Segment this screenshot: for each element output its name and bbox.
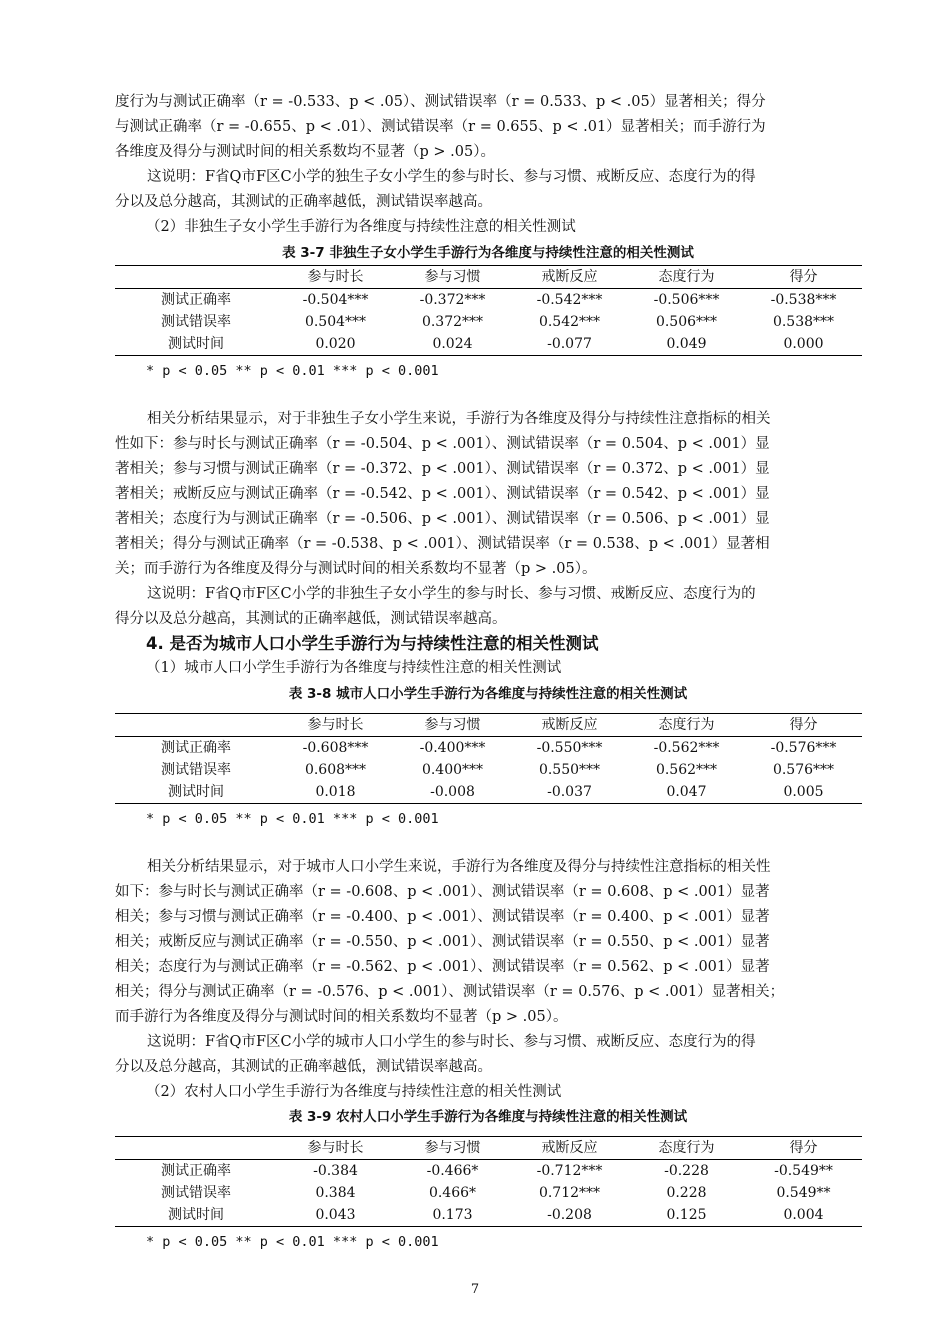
table-cell: -0.384 bbox=[313, 1163, 358, 1179]
text-line: 关；而手游行为各维度及得分与测试时间的相关系数均不显著（p > .05）。 bbox=[115, 561, 597, 577]
table-cell: 0.504*** bbox=[304, 314, 367, 330]
table-header-cell: 态度行为 bbox=[658, 717, 715, 733]
table-header-cell: 得分 bbox=[789, 1140, 818, 1156]
intro-paragraph bbox=[115, 90, 861, 165]
table-cell: 0.004 bbox=[783, 1207, 824, 1223]
table-note-3-7: * p < 0.05 ** p < 0.01 *** p < 0.001 bbox=[146, 363, 439, 379]
table-cell: -0.506*** bbox=[653, 292, 720, 308]
table-cell: 0.542*** bbox=[538, 314, 601, 330]
table-cell: 0.712*** bbox=[538, 1185, 601, 1201]
analysis-paragraph-3-8 bbox=[115, 855, 861, 1030]
table-cell: 0.049 bbox=[666, 336, 707, 352]
text-line: 性如下：参与时长与测试正确率（r = -0.504、p < .001）、测试错误率（r = 0.504、p < .001）显 bbox=[115, 436, 770, 452]
table-row bbox=[115, 737, 862, 760]
sub-heading-non-only-child: （2）非独生子女小学生手游行为各维度与持续性注意的相关性测试 bbox=[146, 219, 576, 235]
table-cell: 0.384 bbox=[315, 1185, 356, 1201]
sub-heading-rural: （2）农村人口小学生手游行为各维度与持续性注意的相关性测试 bbox=[146, 1084, 562, 1100]
table-cell: -0.208 bbox=[547, 1207, 592, 1223]
table-cell: 0.228 bbox=[666, 1185, 707, 1201]
table-cell: 0.562*** bbox=[655, 762, 718, 778]
text-line: 度行为与测试正确率（r = -0.533、p < .05）、测试错误率（r = 0.533、p < .05）显著相关；得分 bbox=[115, 94, 766, 110]
row-label: 测试时间 bbox=[168, 784, 224, 800]
conclusion-paragraph-1 bbox=[115, 165, 861, 215]
table-row bbox=[115, 1160, 862, 1183]
table-header-cell bbox=[115, 1137, 277, 1160]
table-header-cell: 得分 bbox=[789, 717, 818, 733]
table-cell: -0.550*** bbox=[536, 740, 603, 756]
table-cell: -0.608*** bbox=[302, 740, 369, 756]
text-line: 分以及总分越高，其测试的正确率越低，测试错误率越高。 bbox=[115, 1059, 492, 1075]
table-cell: 0.549** bbox=[776, 1185, 831, 1201]
text-line: 相关分析结果显示，对于城市人口小学生来说，手游行为各维度及得分与持续性注意指标的相关性 bbox=[147, 859, 771, 875]
table-header-row bbox=[115, 266, 862, 289]
table-header-cell: 参与习惯 bbox=[424, 269, 481, 285]
conclusion-paragraph-3 bbox=[115, 1030, 861, 1080]
table-cell: -0.576*** bbox=[770, 740, 837, 756]
table-cell: 0.400*** bbox=[421, 762, 484, 778]
analysis-paragraph-3-7 bbox=[115, 407, 861, 582]
table-header-cell: 参与习惯 bbox=[424, 717, 481, 733]
table-row bbox=[115, 759, 862, 781]
table-cell: 0.608*** bbox=[304, 762, 367, 778]
table-3-7 bbox=[115, 265, 862, 356]
row-label: 测试时间 bbox=[168, 336, 224, 352]
text-line: 相关分析结果显示，对于非独生子女小学生来说，手游行为各维度及得分与持续性注意指标的相关 bbox=[147, 411, 771, 427]
text-line: 这说明：F省Q市F区C小学的城市人口小学生的参与时长、参与习惯、戒断反应、态度行为的得 bbox=[147, 1034, 756, 1050]
table-cell: 0.000 bbox=[783, 336, 824, 352]
table-cell: 0.173 bbox=[432, 1207, 473, 1223]
text-line: 各维度及得分与测试时间的相关系数均不显著（p > .05）。 bbox=[115, 144, 495, 160]
table-caption-3-9: 表 3-9 农村人口小学生手游行为各维度与持续性注意的相关性测试 bbox=[288, 1109, 688, 1125]
text-line: 著相关；戒断反应与测试正确率（r = -0.542、p < .001）、测试错误率（r = 0.542、p < .001）显 bbox=[115, 486, 770, 502]
table-header-cell: 态度行为 bbox=[658, 269, 715, 285]
text-line: 如下：参与时长与测试正确率（r = -0.608、p < .001）、测试错误率（r = 0.608、p < .001）显著 bbox=[115, 884, 770, 900]
conclusion-paragraph-2 bbox=[115, 582, 861, 632]
row-label: 测试正确率 bbox=[161, 740, 231, 756]
table-row bbox=[115, 781, 862, 804]
table-header-cell: 参与习惯 bbox=[424, 1140, 481, 1156]
row-label: 测试时间 bbox=[168, 1207, 224, 1223]
table-cell: -0.228 bbox=[664, 1163, 709, 1179]
table-3-8 bbox=[115, 713, 862, 804]
table-cell: 0.550*** bbox=[538, 762, 601, 778]
table-cell: -0.542*** bbox=[536, 292, 603, 308]
table-3-9 bbox=[115, 1136, 862, 1227]
table-cell: 0.043 bbox=[315, 1207, 356, 1223]
table-cell: 0.024 bbox=[432, 336, 473, 352]
table-header-cell: 戒断反应 bbox=[541, 269, 598, 285]
table-cell: 0.506*** bbox=[655, 314, 718, 330]
table-header-cell: 参与时长 bbox=[307, 269, 364, 285]
table-cell: -0.400*** bbox=[419, 740, 486, 756]
text-line: 得分以及总分越高，其测试的正确率越低，测试错误率越高。 bbox=[115, 611, 507, 627]
text-line: 而手游行为各维度及得分与测试时间的相关系数均不显著（p > .05）。 bbox=[115, 1009, 568, 1025]
table-header-row bbox=[115, 1137, 862, 1160]
text-line: 相关；参与习惯与测试正确率（r = -0.400、p < .001）、测试错误率（r = 0.400、p < .001）显著 bbox=[115, 909, 770, 925]
table-cell: -0.538*** bbox=[770, 292, 837, 308]
table-cell: -0.466* bbox=[426, 1163, 479, 1179]
table-header-cell bbox=[115, 266, 277, 289]
table-cell: 0.466* bbox=[428, 1185, 477, 1201]
section-heading-4: 4. 是否为城市人口小学生手游行为与持续性注意的相关性测试 bbox=[146, 634, 599, 653]
table-header-cell bbox=[115, 714, 277, 737]
table-cell: -0.504*** bbox=[302, 292, 369, 308]
table-header-cell: 得分 bbox=[789, 269, 818, 285]
table-cell: -0.037 bbox=[547, 784, 592, 800]
table-header-cell: 戒断反应 bbox=[541, 1140, 598, 1156]
text-line: 著相关；参与习惯与测试正确率（r = -0.372、p < .001）、测试错误率（r = 0.372、p < .001）显 bbox=[115, 461, 770, 477]
row-label: 测试正确率 bbox=[161, 1163, 231, 1179]
text-line: 分以及总分越高，其测试的正确率越低，测试错误率越高。 bbox=[115, 194, 492, 210]
table-cell: 0.047 bbox=[666, 784, 707, 800]
row-label: 测试错误率 bbox=[161, 762, 231, 778]
table-note-3-9: * p < 0.05 ** p < 0.01 *** p < 0.001 bbox=[146, 1234, 439, 1250]
table-cell: -0.077 bbox=[547, 336, 592, 352]
text-line: 著相关；得分与测试正确率（r = -0.538、p < .001）、测试错误率（r = 0.538、p < .001）显著相 bbox=[115, 536, 770, 552]
table-header-cell: 参与时长 bbox=[307, 1140, 364, 1156]
text-line: 这说明：F省Q市F区C小学的非独生子女小学生的参与时长、参与习惯、戒断反应、态度行为的 bbox=[147, 586, 756, 602]
table-cell: -0.712*** bbox=[536, 1163, 603, 1179]
table-row bbox=[115, 289, 862, 312]
table-cell: 0.005 bbox=[783, 784, 824, 800]
table-caption-3-8: 表 3-8 城市人口小学生手游行为各维度与持续性注意的相关性测试 bbox=[288, 686, 688, 702]
table-cell: -0.549** bbox=[774, 1163, 833, 1179]
text-line: 著相关；态度行为与测试正确率（r = -0.506、p < .001）、测试错误率（r = 0.506、p < .001）显 bbox=[115, 511, 770, 527]
table-row bbox=[115, 333, 862, 356]
row-label: 测试错误率 bbox=[161, 1185, 231, 1201]
table-header-cell: 态度行为 bbox=[658, 1140, 715, 1156]
text-line: 这说明：F省Q市F区C小学的独生子女小学生的参与时长、参与习惯、戒断反应、态度行为的得 bbox=[147, 169, 756, 185]
table-header-cell: 戒断反应 bbox=[541, 717, 598, 733]
text-line: 与测试正确率（r = -0.655、p < .01）、测试错误率（r = 0.655、p < .01）显著相关；而手游行为 bbox=[115, 119, 766, 135]
table-row bbox=[115, 1204, 862, 1227]
table-cell: 0.576*** bbox=[772, 762, 835, 778]
table-header-cell: 参与时长 bbox=[307, 717, 364, 733]
table-cell: 0.538*** bbox=[772, 314, 835, 330]
table-cell: 0.020 bbox=[315, 336, 356, 352]
row-label: 测试错误率 bbox=[161, 314, 231, 330]
table-header-row bbox=[115, 714, 862, 737]
table-cell: -0.562*** bbox=[653, 740, 720, 756]
text-line: 相关；得分与测试正确率（r = -0.576、p < .001）、测试错误率（r = 0.576、p < .001）显著相关； bbox=[115, 984, 785, 1000]
table-caption-3-7: 表 3-7 非独生子女小学生手游行为各维度与持续性注意的相关性测试 bbox=[282, 245, 694, 261]
table-cell: -0.372*** bbox=[419, 292, 486, 308]
table-row bbox=[115, 1182, 862, 1204]
table-cell: 0.125 bbox=[666, 1207, 707, 1223]
page-number: 7 bbox=[470, 1282, 480, 1297]
sub-heading-urban: （1）城市人口小学生手游行为各维度与持续性注意的相关性测试 bbox=[146, 660, 562, 676]
row-label: 测试正确率 bbox=[161, 292, 231, 308]
table-row bbox=[115, 311, 862, 333]
table-cell: 0.372*** bbox=[421, 314, 484, 330]
table-cell: 0.018 bbox=[315, 784, 356, 800]
table-cell: -0.008 bbox=[430, 784, 475, 800]
text-line: 相关；戒断反应与测试正确率（r = -0.550、p < .001）、测试错误率（r = 0.550、p < .001）显著 bbox=[115, 934, 770, 950]
text-line: 相关；态度行为与测试正确率（r = -0.562、p < .001）、测试错误率（r = 0.562、p < .001）显著 bbox=[115, 959, 770, 975]
table-note-3-8: * p < 0.05 ** p < 0.01 *** p < 0.001 bbox=[146, 811, 439, 827]
